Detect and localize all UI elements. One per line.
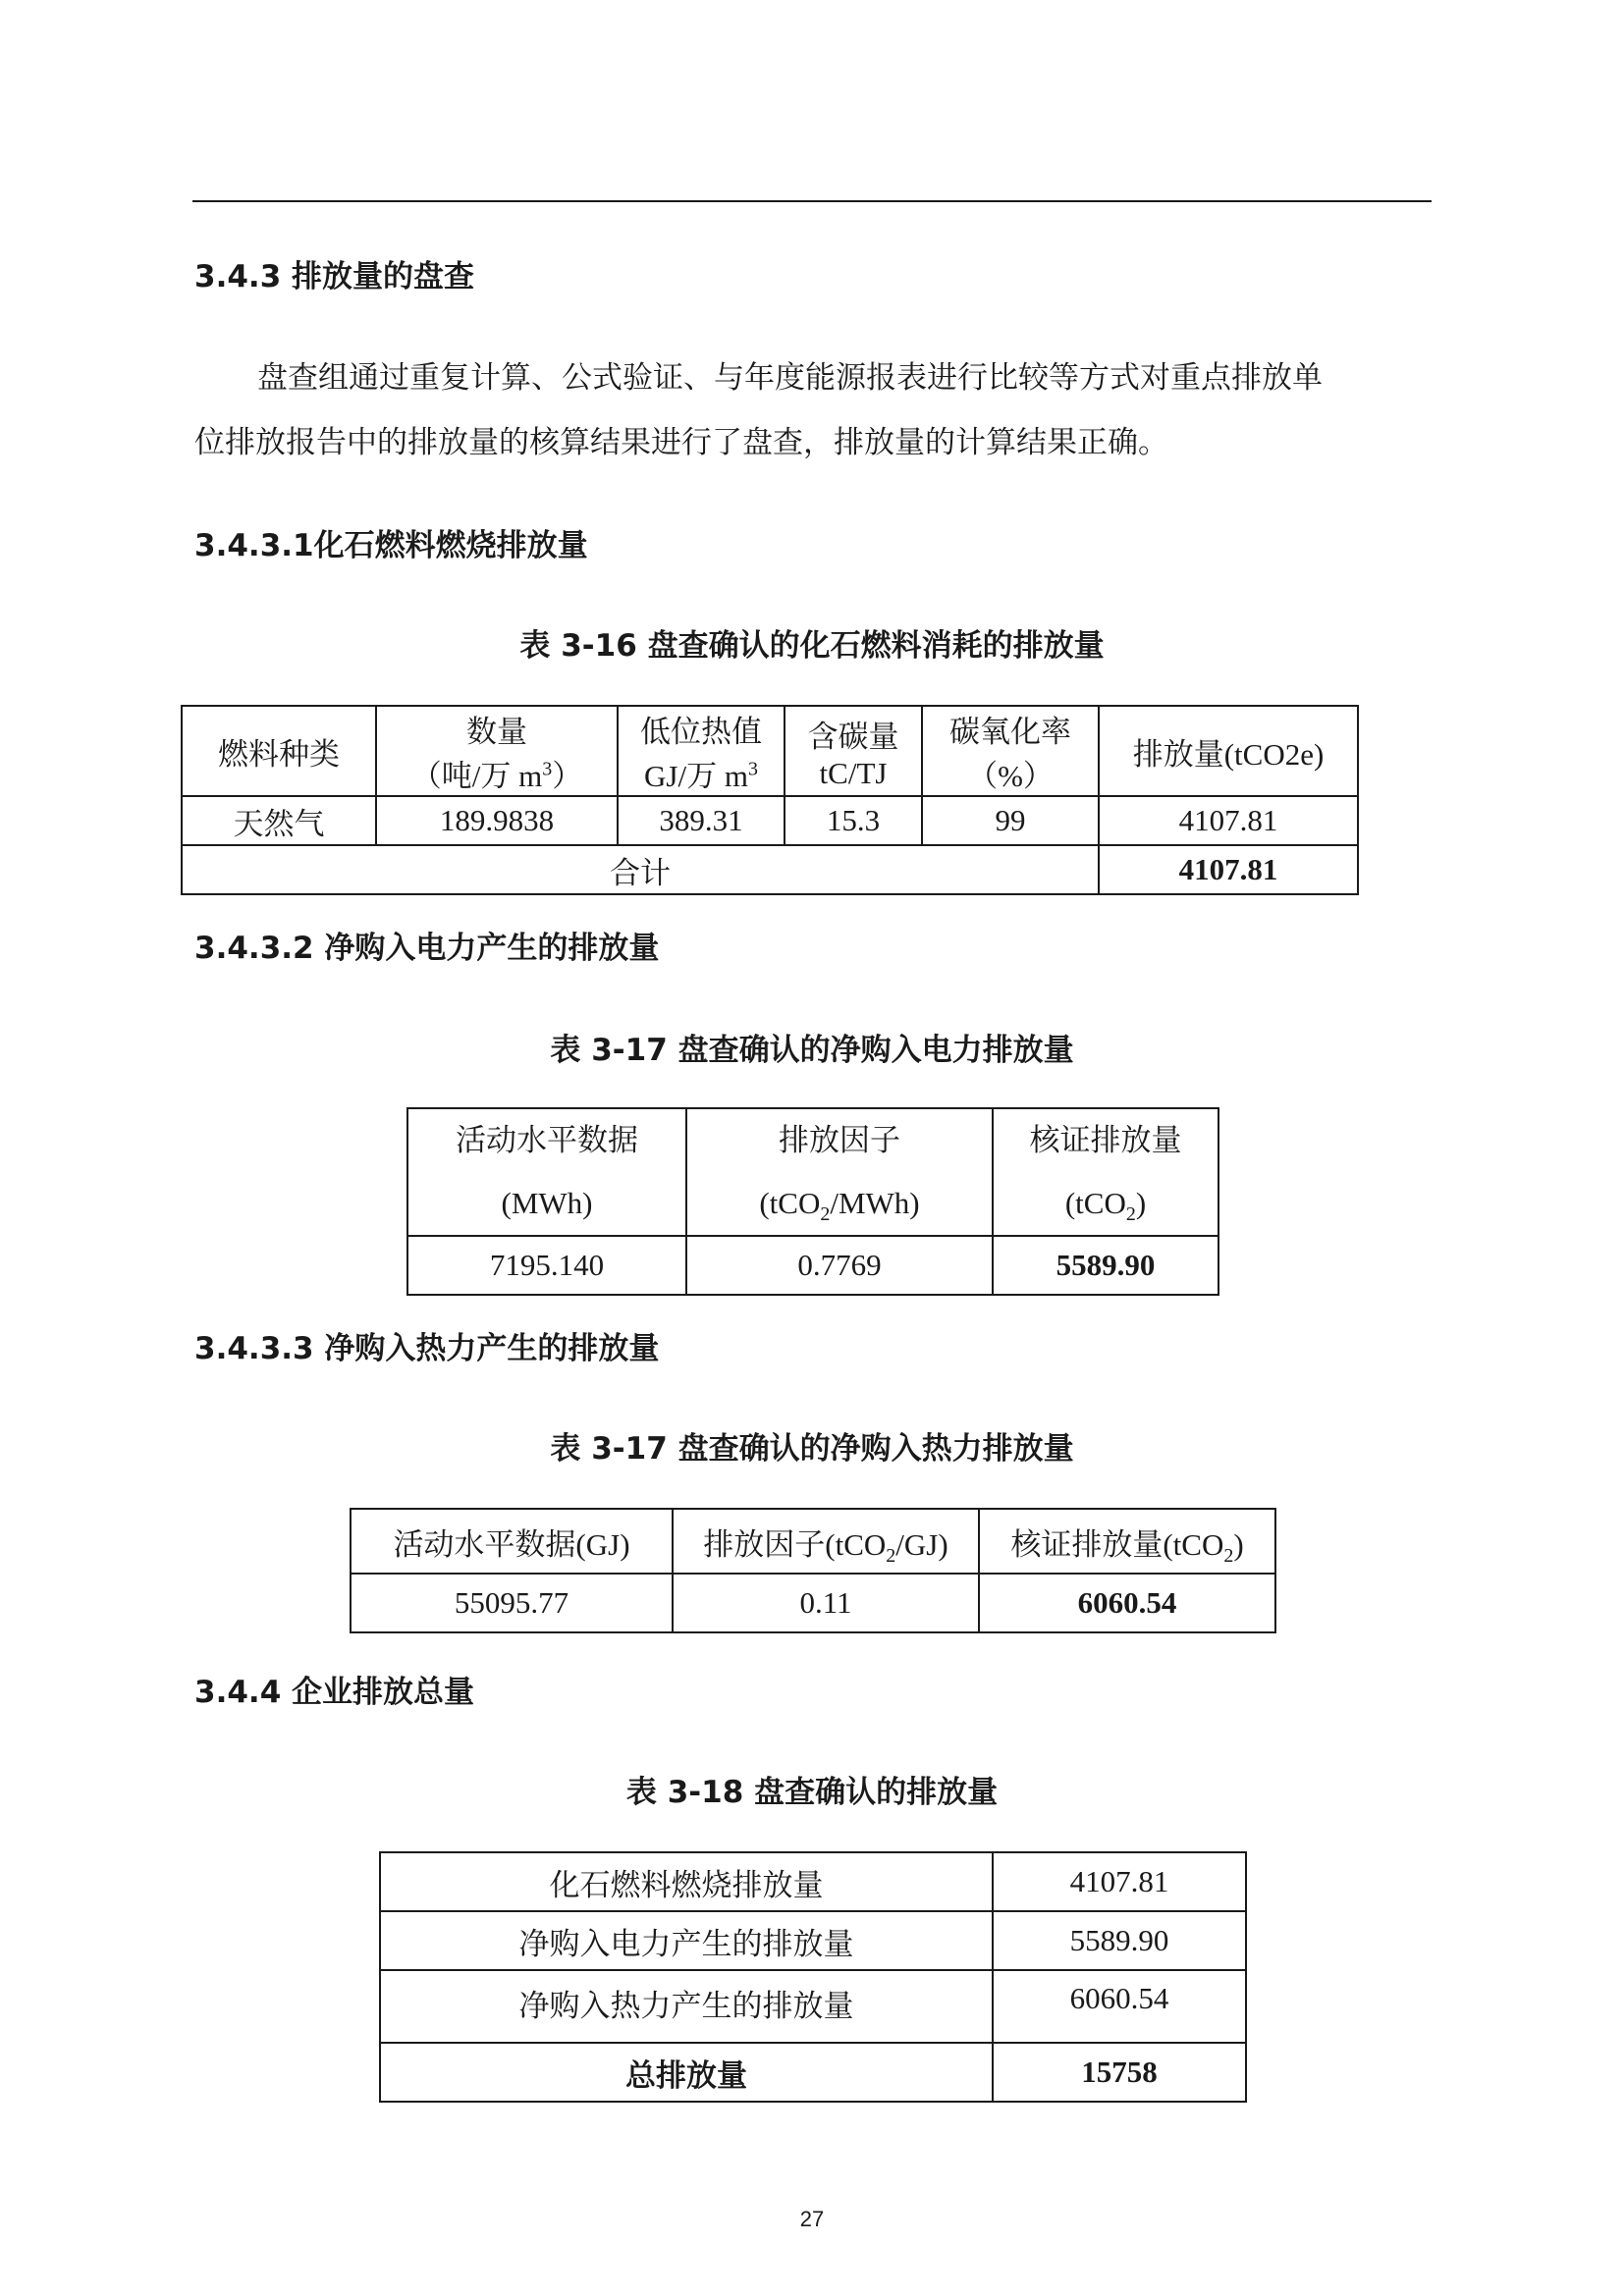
table-row <box>380 1970 1246 2043</box>
header-factor-line1: 排放因子 <box>779 1123 900 1157</box>
table2-caption: 表 3-17 盘查确认的净购入电力排放量 <box>550 1033 1074 1068</box>
header-verified-line2: (tCO$_2$) <box>1064 1186 1147 1226</box>
header-quantity-line1: 数量 <box>466 715 527 749</box>
body-paragraph <box>194 346 1428 475</box>
cell-emission: 4107.81 <box>1099 796 1358 845</box>
cell-verified: 5589.90 <box>993 1236 1218 1295</box>
header-carbon-content <box>785 706 922 796</box>
header-oxidation-rate <box>922 706 1099 796</box>
heat-table <box>350 1508 1276 1633</box>
total-label: 合计 <box>182 845 1099 894</box>
paragraph-line-2: 位排放报告中的排放量的核算结果进行了盘查，排放量的计算结果正确。 <box>194 425 1168 460</box>
cell-activity: 55095.77 <box>351 1574 673 1632</box>
cell-lhv: 389.31 <box>618 796 785 845</box>
cell-quantity: 189.9838 <box>376 796 618 845</box>
row-value: 5589.90 <box>993 1911 1246 1970</box>
table-row <box>182 796 1358 845</box>
header-oxidation-line2: （%） <box>967 759 1054 793</box>
section-heading-3-4-3: 3.4.3 排放量的盘查 <box>194 259 475 294</box>
cell-activity: 7195.140 <box>407 1236 686 1295</box>
table1-total-row <box>182 845 1358 894</box>
header-factor-line2: (tCO$_2$/MWh) <box>759 1186 920 1226</box>
row-label: 净购入电力产生的排放量 <box>380 1911 993 1970</box>
header-fuel-type: 燃料种类 <box>182 706 376 796</box>
section-heading-3-4-3-3: 3.4.3.3 净购入热力产生的排放量 <box>194 1331 660 1366</box>
header-emission-factor-gj: 排放因子(tCO$_2$/GJ) <box>673 1509 979 1574</box>
header-carbon-line1: 含碳量 <box>807 719 899 754</box>
table1-caption: 表 3-16 盘查确认的化石燃料消耗的排放量 <box>519 628 1105 664</box>
row-value: 4107.81 <box>993 1852 1246 1911</box>
table-row <box>407 1236 1218 1295</box>
header-activity-line2: (MWh) <box>501 1186 593 1220</box>
cell-factor: 0.11 <box>673 1574 979 1632</box>
row-label: 净购入热力产生的排放量 <box>380 1970 993 2043</box>
table-row <box>380 1852 1246 1911</box>
header-activity-line1: 活动水平数据 <box>456 1123 638 1157</box>
table-row <box>351 1574 1275 1632</box>
total-value: 15758 <box>993 2043 1246 2102</box>
fossil-fuel-table <box>181 705 1359 895</box>
table1-header-row <box>182 706 1358 796</box>
table4-total-row <box>380 2043 1246 2102</box>
header-lhv-line1: 低位热值 <box>640 715 762 749</box>
header-activity-data-gj: 活动水平数据(GJ) <box>351 1509 673 1574</box>
section-heading-3-4-3-2: 3.4.3.2 净购入电力产生的排放量 <box>194 931 660 966</box>
table3-header-row <box>351 1509 1275 1574</box>
header-activity-data <box>407 1108 686 1236</box>
header-carbon-line2: tC/TJ <box>819 755 888 790</box>
header-quantity <box>376 706 618 796</box>
table3-caption: 表 3-17 盘查确认的净购入热力排放量 <box>550 1431 1074 1467</box>
section-heading-3-4-4: 3.4.4 企业排放总量 <box>194 1675 475 1710</box>
header-emission: 排放量(tCO2e) <box>1099 706 1358 796</box>
header-oxidation-line1: 碳氧化率 <box>949 715 1071 749</box>
cell-verified: 6060.54 <box>979 1574 1275 1632</box>
table2-header-row <box>407 1108 1218 1236</box>
header-verified-line1: 核证排放量 <box>1029 1123 1182 1157</box>
header-verified-emission <box>993 1108 1218 1236</box>
header-quantity-line2: （吨/万 $m^3$） <box>410 758 583 793</box>
row-label: 化石燃料燃烧排放量 <box>380 1852 993 1911</box>
total-label: 总排放量 <box>380 2043 993 2102</box>
header-emission-factor <box>686 1108 993 1236</box>
table4-caption: 表 3-18 盘查确认的排放量 <box>625 1775 999 1810</box>
header-lhv <box>618 706 785 796</box>
row-value: 6060.54 <box>993 1970 1246 2043</box>
cell-fuel: 天然气 <box>182 796 376 845</box>
table-row <box>380 1911 1246 1970</box>
cell-factor: 0.7769 <box>686 1236 993 1295</box>
total-value: 4107.81 <box>1099 845 1358 894</box>
total-emission-table <box>379 1851 1247 2103</box>
cell-carbon: 15.3 <box>785 796 922 845</box>
section-heading-3-4-3-1: 3.4.3.1化石燃料燃烧排放量 <box>194 528 588 563</box>
cell-oxidation: 99 <box>922 796 1099 845</box>
header-lhv-line2: GJ/万 $m^3$ <box>644 758 758 793</box>
header-rule <box>192 200 1432 202</box>
electricity-table <box>406 1107 1219 1296</box>
page-number: 27 <box>799 2207 825 2231</box>
header-verified-emission-heat: 核证排放量(tCO$_2$) <box>979 1509 1275 1574</box>
paragraph-line-1: 盘查组通过重复计算、公式验证、与年度能源报表进行比较等方式对重点排放单 <box>257 360 1323 396</box>
